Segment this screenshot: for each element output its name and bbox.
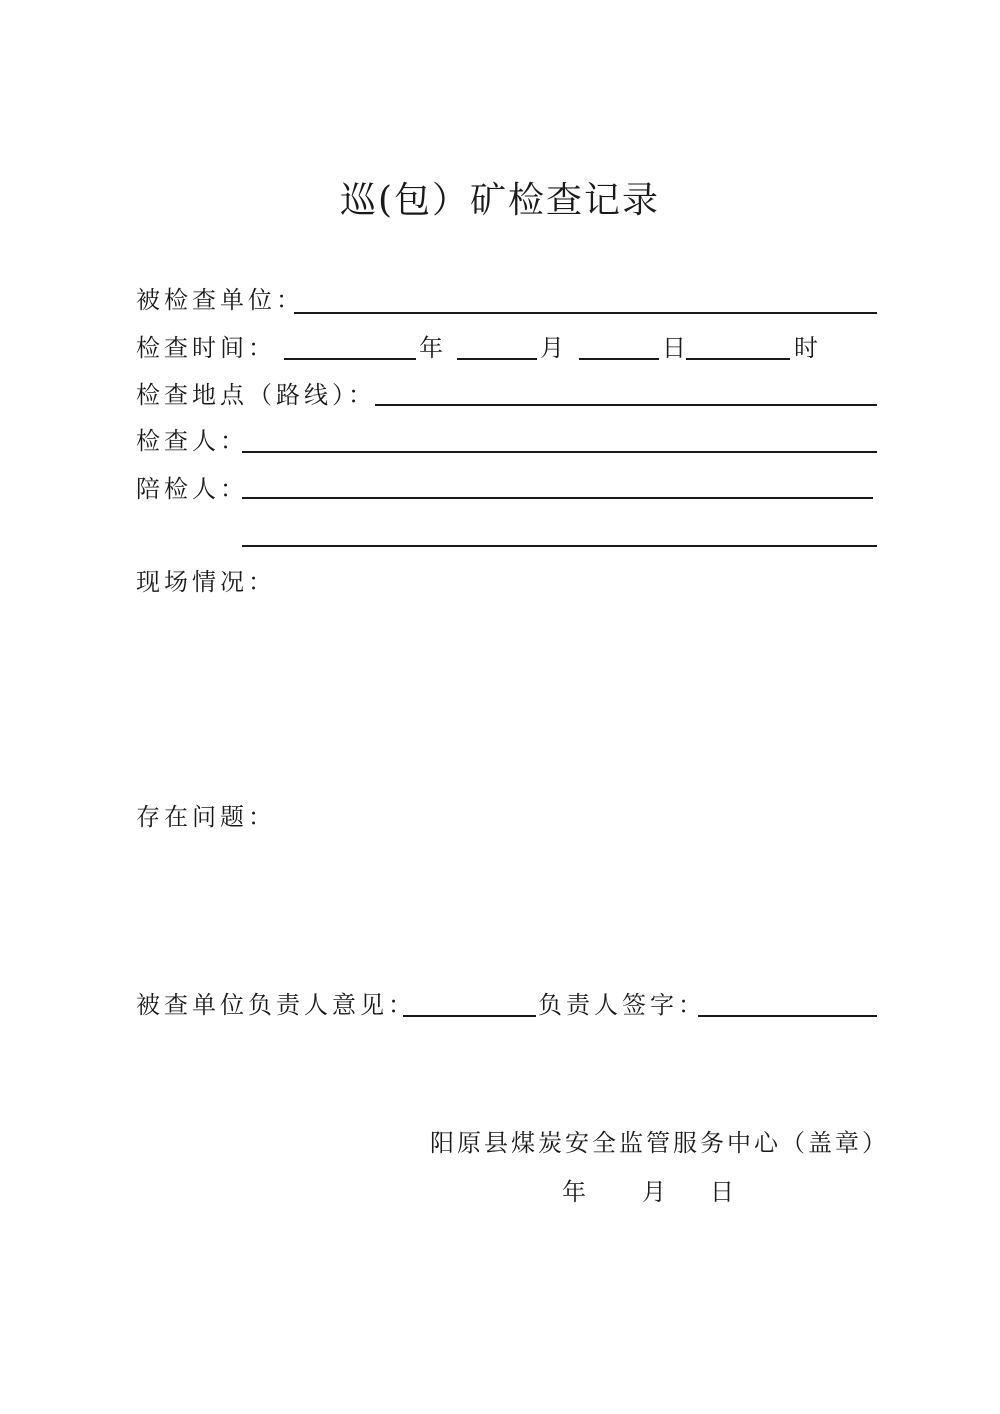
time-hour-field[interactable] <box>686 358 790 360</box>
site-situation-label: 现场情况： <box>136 568 276 596</box>
footer-year: 年 <box>562 1178 586 1206</box>
time-day-field[interactable] <box>579 358 659 360</box>
unit-head-opinion-field[interactable] <box>403 1015 536 1017</box>
head-signature-label: 负责人签字： <box>538 991 706 1019</box>
accompanying-inspector-field-2[interactable] <box>242 545 877 547</box>
footer-month: 月 <box>642 1178 666 1206</box>
accompanying-inspector-label: 陪检人： <box>136 475 248 503</box>
inspected-unit-label: 被检查单位： <box>136 286 304 314</box>
existing-problems-label: 存在问题： <box>136 803 276 831</box>
inspector-field[interactable] <box>242 451 877 453</box>
inspection-location-label: 检查地点（路线）： <box>136 381 376 409</box>
time-hour-unit: 时 <box>794 334 818 362</box>
inspected-unit-field[interactable] <box>294 312 877 314</box>
head-signature-field[interactable] <box>698 1015 877 1017</box>
time-year-unit: 年 <box>419 334 443 362</box>
time-month-field[interactable] <box>457 358 537 360</box>
time-month-unit: 月 <box>540 334 564 362</box>
issuing-organization: 阳原县煤炭安全监管服务中心（盖章） <box>430 1129 889 1157</box>
time-day-unit: 日 <box>662 334 686 362</box>
inspection-location-field[interactable] <box>375 404 877 406</box>
page-title: 巡(包）矿检查记录 <box>339 180 661 221</box>
inspector-label: 检查人： <box>136 427 248 455</box>
footer-day: 日 <box>710 1178 734 1206</box>
accompanying-inspector-field[interactable] <box>242 497 873 499</box>
time-year-field[interactable] <box>284 358 416 360</box>
inspection-time-label: 检查时间： <box>136 334 276 362</box>
unit-head-opinion-label: 被查单位负责人意见： <box>136 991 416 1019</box>
